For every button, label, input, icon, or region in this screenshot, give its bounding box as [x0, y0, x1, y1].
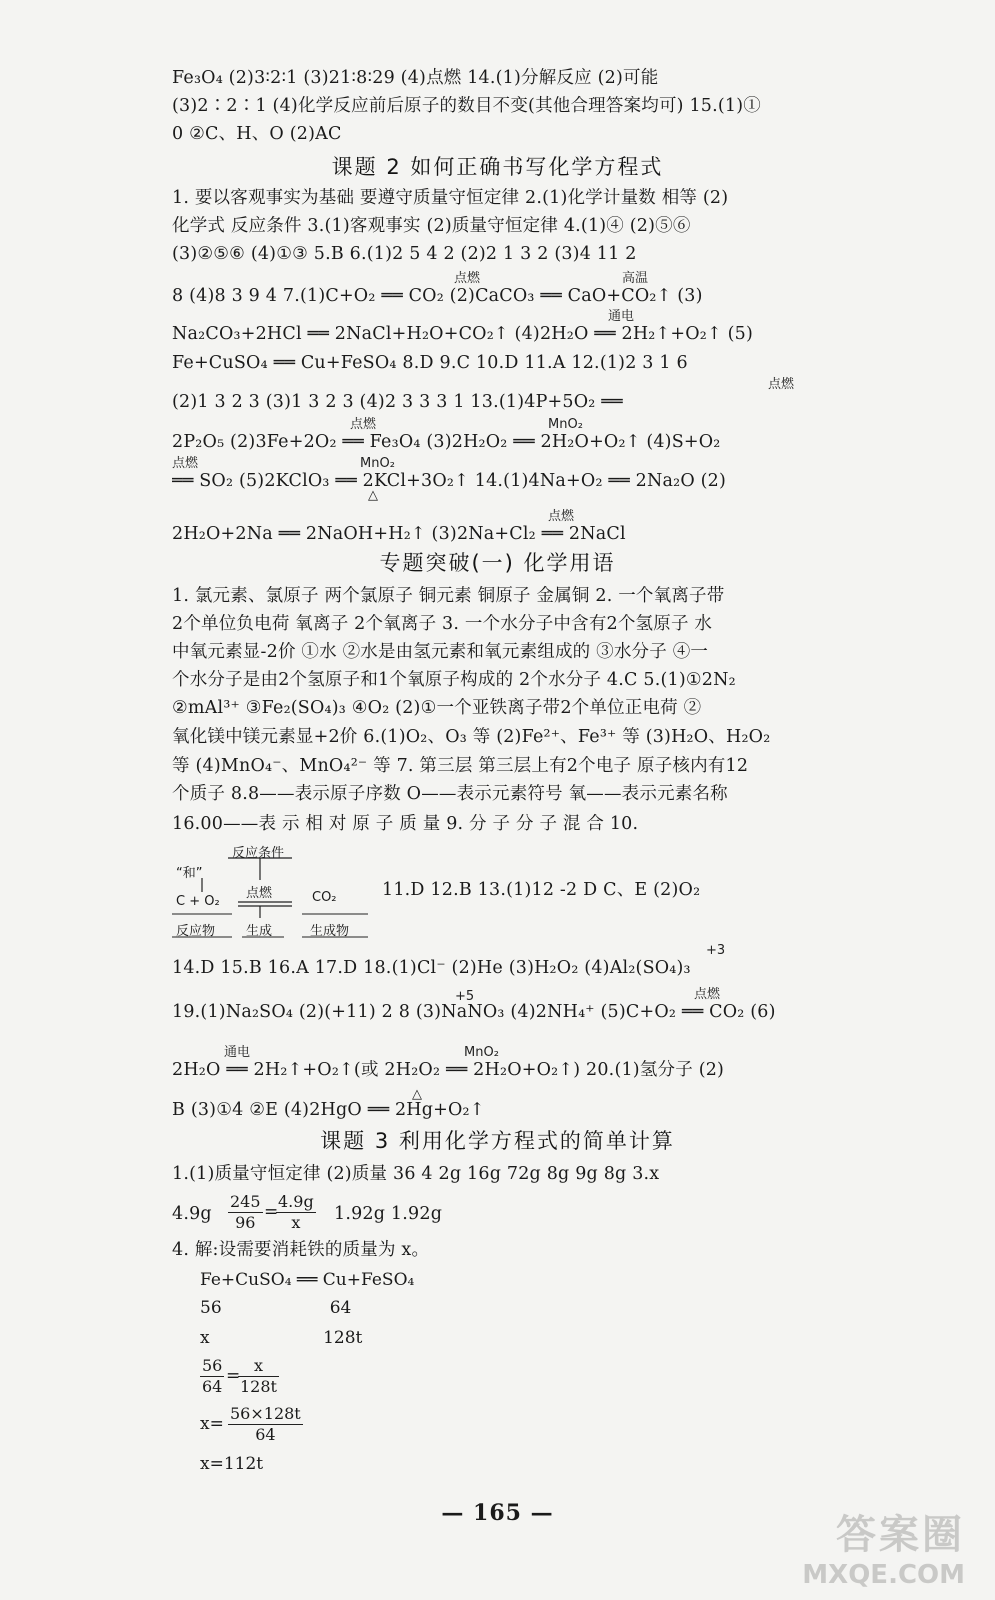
solution-masses: 56 64 — [200, 1298, 352, 1318]
solution-intro: 4. 解:设需要消耗铁的质量为 x。 — [172, 1240, 430, 1260]
fraction-denominator: 64 — [255, 1425, 276, 1444]
reaction-condition: △ — [368, 488, 378, 503]
reaction-condition: 点燃 — [454, 271, 481, 286]
diagram-top-label: 反应条件 — [232, 846, 285, 861]
equals-sign: = — [264, 1202, 279, 1222]
reaction-condition: 点燃 — [694, 987, 721, 1002]
answer-line: (3)2∶2∶1 (4)化学反应前后原子的数目不变(其他合理答案均可) 15.(1)① — [172, 96, 761, 116]
solution-equation: Fe+CuSO₄ ══ Cu+FeSO₄ — [200, 1270, 415, 1290]
reaction-condition: 点燃 — [548, 509, 575, 524]
solution-unknowns: x 128t — [200, 1328, 363, 1348]
watermark-url: MXQE.COM — [802, 1560, 965, 1590]
fraction-numerator: 245 — [230, 1192, 261, 1211]
reaction-condition: 通电 — [224, 1045, 251, 1060]
answer-value: 4.9g — [172, 1204, 212, 1224]
answer-line: 个质子 8.8——表示原子序数 O——表示元素符号 氧——表示元素名称 — [172, 784, 728, 804]
fraction-numerator: 56 — [202, 1356, 223, 1375]
reaction-condition: MnO₂ — [360, 456, 395, 471]
answer-line: B (3)①4 ②E (4)2HgO ══ 2Hg+O₂↑ — [172, 1100, 485, 1120]
section-heading-lesson2: 课题 2 如何正确书写化学方程式 — [331, 155, 664, 179]
diagram-condition: 点燃 — [246, 886, 273, 901]
diagram-and-label: “和” — [176, 866, 203, 881]
fraction-denominator: x — [291, 1213, 301, 1232]
equals-sign: = — [226, 1366, 241, 1386]
page-number: — 165 — — [441, 1500, 554, 1526]
valence-mark: +5 — [455, 989, 475, 1004]
answer-line: 19.(1)Na₂SO₄ (2)(+11) 2 8 (3)NaNO₃ (4)2NH₄⁺ (5)C+O₂ ══ CO₂ (6) — [172, 1002, 776, 1022]
answer-line: (2)1 3 2 3 (3)1 3 2 3 (4)2 3 3 3 1 13.(1)4P+5O₂ ══ — [172, 392, 623, 412]
answer-line: ②mAl³⁺ ③Fe₂(SO₄)₃ ④O₂ (2)①一个亚铁离子带2个单位正电荷 ② — [172, 698, 702, 718]
reaction-condition: MnO₂ — [548, 417, 583, 432]
answer-line: (3)②⑤⑥ (4)①③ 5.B 6.(1)2 5 4 2 (2)2 1 3 2 (3)4 11 2 — [172, 244, 637, 264]
answer-line: 2个单位负电荷 氧离子 2个氧离子 3. 一个水分子中含有2个氢原子 水 — [172, 614, 713, 634]
answer-line: 1.(1)质量守恒定律 (2)质量 36 4 2g 16g 72g 8g 9g 8g 3.x — [172, 1164, 660, 1184]
fraction — [228, 1192, 263, 1233]
diagram-generate-label: 生成 — [246, 924, 273, 939]
fraction — [200, 1356, 224, 1397]
reaction-condition: 点燃 — [768, 377, 795, 392]
reaction-condition: 点燃 — [350, 417, 377, 432]
fraction — [276, 1192, 316, 1233]
section-heading-special-topic: 专题突破(一) 化学用语 — [379, 551, 616, 575]
answer-line: 0 ②C、H、O (2)AC — [172, 124, 342, 144]
answer-line: 1. 氯元素、氯原子 两个氯原子 铜元素 铜原子 金属铜 2. 一个氧离子带 — [172, 586, 725, 606]
fraction — [228, 1404, 303, 1445]
answer-line: 氧化镁中镁元素显+2价 6.(1)O₂、O₃ 等 (2)Fe²⁺、Fe³⁺ 等 (3)H₂O、H₂O₂ — [172, 727, 771, 747]
answer-line: Fe₃O₄ (2)3∶2∶1 (3)21∶8∶29 (4)点燃 14.(1)分解反应 (2)可能 — [172, 68, 659, 88]
answer-line: 等 (4)MnO₄⁻、MnO₄²⁻ 等 7. 第三层 第三层上有2个电子 原子核内有12 — [172, 756, 749, 776]
diagram-reactants: C + O₂ — [176, 894, 220, 909]
reaction-condition: 点燃 — [172, 456, 199, 471]
reaction-condition: 高温 — [622, 271, 649, 286]
answer-line: 16.00——表 示 相 对 原 子 质 量 9. 分 子 分 子 混 合 10. — [172, 814, 639, 834]
reaction-condition: MnO₂ — [464, 1045, 499, 1060]
reaction-condition: 通电 — [608, 309, 635, 324]
fraction-numerator: 56×128t — [230, 1404, 301, 1423]
answer-value: 1.92g 1.92g — [334, 1204, 443, 1224]
answer-line: 11.D 12.B 13.(1)12 -2 D C、E (2)O₂ — [382, 880, 701, 900]
solution-x-label: x= — [200, 1414, 224, 1434]
fraction-numerator: x — [238, 1356, 279, 1377]
answer-line: 8 (4)8 3 9 4 7.(1)C+O₂ ══ CO₂ (2)CaCO₃ ══ CaO+CO₂↑ (3) — [172, 286, 703, 306]
fraction — [238, 1356, 279, 1397]
diagram-arrows — [172, 842, 372, 940]
answer-line: 2H₂O+2Na ══ 2NaOH+H₂↑ (3)2Na+Cl₂ ══ 2NaCl — [172, 524, 626, 544]
answer-line: 2H₂O ══ 2H₂↑+O₂↑(或 2H₂O₂ ══ 2H₂O+O₂↑) 20.(1)氢分子 (2) — [172, 1060, 725, 1080]
answer-line: 个水分子是由2个氢原子和1个氧原子构成的 2个水分子 4.C 5.(1)①2N₂ — [172, 670, 736, 690]
watermark-text: 答案圈 — [836, 1512, 965, 1558]
section-heading-lesson3: 课题 3 利用化学方程式的简单计算 — [320, 1129, 675, 1153]
answer-line: 中氧元素显-2价 ①水 ②水是由氢元素和氧元素组成的 ③水分子 ④一 — [172, 642, 709, 662]
answer-line: Fe+CuSO₄ ══ Cu+FeSO₄ 8.D 9.C 10.D 11.A 12.(1)2 3 1 6 — [172, 353, 688, 373]
reaction-condition: △ — [412, 1087, 422, 1102]
diagram-reactant-label: 反应物 — [176, 924, 216, 939]
equation-meaning-diagram — [172, 842, 372, 940]
fraction-denominator: 64 — [202, 1377, 223, 1396]
fraction-denominator: 96 — [235, 1213, 256, 1232]
valence-mark: +3 — [706, 943, 726, 958]
fraction-denominator: 128t — [240, 1377, 277, 1396]
solution-result: x=112t — [200, 1454, 264, 1474]
answer-line: 14.D 15.B 16.A 17.D 18.(1)Cl⁻ (2)He (3)H₂O₂ (4)Al₂(SO₄)₃ — [172, 958, 691, 978]
answer-line: 1. 要以客观事实为基础 要遵守质量守恒定律 2.(1)化学计量数 相等 (2) — [172, 188, 729, 208]
diagram-product-label: 生成物 — [310, 924, 350, 939]
diagram-product: CO₂ — [312, 890, 337, 905]
answer-line: ══ SO₂ (5)2KClO₃ ══ 2KCl+3O₂↑ 14.(1)4Na+O₂ ══ 2Na₂O (2) — [172, 471, 727, 491]
fraction-numerator: 4.9g — [278, 1192, 314, 1211]
watermark-logo — [802, 1503, 965, 1590]
answer-line: Na₂CO₃+2HCl ══ 2NaCl+H₂O+CO₂↑ (4)2H₂O ══ 2H₂↑+O₂↑ (5) — [172, 324, 754, 344]
answer-line: 2P₂O₅ (2)3Fe+2O₂ ══ Fe₃O₄ (3)2H₂O₂ ══ 2H₂O+O₂↑ (4)S+O₂ — [172, 432, 721, 452]
answer-line: 化学式 反应条件 3.(1)客观事实 (2)质量守恒定律 4.(1)④ (2)⑤⑥ — [172, 216, 691, 236]
